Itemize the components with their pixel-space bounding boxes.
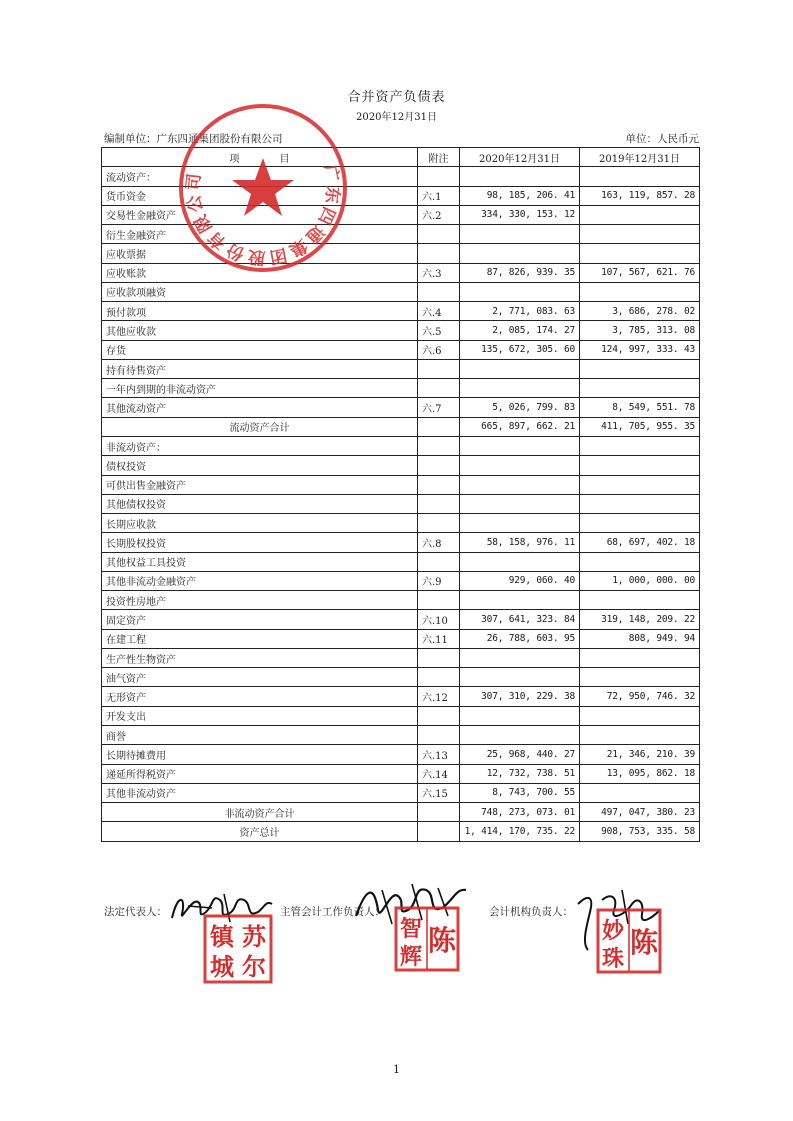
header-prior-period: 2019年12月31日 — [580, 148, 700, 167]
row-current-value — [460, 456, 580, 475]
row-label: 其他非流动金融资产 — [102, 571, 418, 590]
row-current-value — [460, 648, 580, 667]
row-prior-value: 411, 705, 955. 35 — [580, 417, 700, 436]
row-prior-value — [580, 514, 700, 533]
row-label: 一年内到期的非流动资产 — [102, 379, 418, 398]
row-label: 其他权益工具投资 — [102, 552, 418, 571]
row-prior-value — [580, 552, 700, 571]
row-label: 衍生金融资产 — [102, 225, 418, 244]
row-label: 长期待摊费用 — [102, 745, 418, 764]
row-label: 流动资产合计 — [102, 417, 418, 436]
row-label: 货币资金 — [102, 186, 418, 205]
row-note — [418, 225, 460, 244]
row-prior-value — [580, 167, 700, 186]
row-note — [418, 494, 460, 513]
row-current-value: 665, 897, 662. 21 — [460, 417, 580, 436]
table-row — [102, 398, 700, 417]
row-note: 六.7 — [418, 398, 460, 417]
row-current-value — [460, 591, 580, 610]
row-note: 六.4 — [418, 302, 460, 321]
table-row — [102, 610, 700, 629]
row-note: 六.14 — [418, 764, 460, 783]
row-prior-value: 13, 095, 862. 18 — [580, 764, 700, 783]
row-note — [418, 591, 460, 610]
row-label: 应收账款 — [102, 263, 418, 282]
row-label: 投资性房地产 — [102, 591, 418, 610]
table-row — [102, 552, 700, 571]
row-prior-value — [580, 436, 700, 455]
table-total-row — [102, 822, 700, 841]
row-label: 应收款项融资 — [102, 282, 418, 301]
row-prior-value: 3, 785, 313. 08 — [580, 321, 700, 340]
stamp2-char-1: 陈 — [427, 924, 457, 957]
row-prior-value: 3, 686, 278. 02 — [580, 302, 700, 321]
row-label: 其他非流动资产 — [102, 783, 418, 802]
row-current-value — [460, 436, 580, 455]
row-prior-value — [580, 706, 700, 725]
stamp1-char-1: 苏 — [242, 923, 266, 951]
row-current-value — [460, 494, 580, 513]
table-row — [102, 340, 700, 359]
stamp1-char-2: 镇 — [210, 923, 234, 951]
row-current-value — [460, 225, 580, 244]
row-note — [418, 379, 460, 398]
row-note: 六.8 — [418, 533, 460, 552]
table-section-row — [102, 436, 700, 455]
row-current-value: 1, 414, 170, 735. 22 — [460, 822, 580, 841]
row-label: 债权投资 — [102, 456, 418, 475]
row-current-value: 334, 330, 153. 12 — [460, 205, 580, 224]
row-current-value — [460, 725, 580, 744]
row-current-value — [460, 359, 580, 378]
row-prior-value: 21, 346, 210. 39 — [580, 745, 700, 764]
row-label: 生产性生物资产 — [102, 648, 418, 667]
row-note — [418, 167, 460, 186]
row-label: 应收票据 — [102, 244, 418, 263]
row-note — [418, 436, 460, 455]
seal-ring-text: 广东四通集团股份有限公司 — [183, 163, 343, 268]
table-row — [102, 494, 700, 513]
page-number: 1 — [393, 1063, 400, 1076]
row-current-value — [460, 379, 580, 398]
row-current-value: 2, 085, 174. 27 — [460, 321, 580, 340]
row-current-value — [460, 167, 580, 186]
table-row — [102, 783, 700, 802]
row-prior-value: 8, 549, 551. 78 — [580, 398, 700, 417]
row-note — [418, 417, 460, 436]
document-date: 2020年12月31日 — [356, 112, 437, 123]
legal-rep-label: 法定代表人： — [104, 906, 167, 918]
row-prior-value: 72, 950, 746. 32 — [580, 687, 700, 706]
row-label: 持有待售资产 — [102, 359, 418, 378]
table-row — [102, 571, 700, 590]
row-note — [418, 822, 460, 841]
row-note: 六.3 — [418, 263, 460, 282]
table-row — [102, 668, 700, 687]
row-prior-value: 68, 697, 402. 18 — [580, 533, 700, 552]
row-note — [418, 706, 460, 725]
table-row — [102, 687, 700, 706]
row-current-value: 748, 273, 073. 01 — [460, 803, 580, 822]
row-prior-value: 107, 567, 621. 76 — [580, 263, 700, 282]
row-prior-value: 1, 000, 000. 00 — [580, 571, 700, 590]
stamp2-char-3: 辉 — [399, 945, 423, 970]
row-prior-value — [580, 456, 700, 475]
row-note: 六.12 — [418, 687, 460, 706]
legal-rep-name-stamp — [203, 914, 273, 984]
row-note — [418, 456, 460, 475]
table-row — [102, 629, 700, 648]
row-prior-value — [580, 282, 700, 301]
row-note — [418, 282, 460, 301]
stamp1-char-4: 城 — [210, 953, 234, 981]
row-note — [418, 514, 460, 533]
row-note: 六.5 — [418, 321, 460, 340]
row-current-value: 98, 185, 206. 41 — [460, 186, 580, 205]
row-note — [418, 244, 460, 263]
row-label: 长期应收款 — [102, 514, 418, 533]
row-note: 六.15 — [418, 783, 460, 802]
row-label: 其他流动资产 — [102, 398, 418, 417]
row-current-value — [460, 475, 580, 494]
row-current-value: 929, 060. 40 — [460, 571, 580, 590]
stamp2-char-2: 智 — [399, 917, 423, 942]
row-current-value: 58, 158, 976. 11 — [460, 533, 580, 552]
row-current-value — [460, 514, 580, 533]
row-label: 油气资产 — [102, 668, 418, 687]
row-prior-value — [580, 475, 700, 494]
row-current-value: 307, 310, 229. 38 — [460, 687, 580, 706]
row-prior-value: 908, 753, 335. 58 — [580, 822, 700, 841]
row-label: 开发支出 — [102, 706, 418, 725]
row-prior-value — [580, 591, 700, 610]
chief-accountant-label: 主管会计工作负责人： — [280, 906, 385, 918]
row-note — [418, 648, 460, 667]
row-label: 非流动资产： — [102, 436, 418, 455]
row-label: 存货 — [102, 340, 418, 359]
row-current-value: 12, 732, 738. 51 — [460, 764, 580, 783]
row-label: 资产总计 — [102, 822, 418, 841]
row-note: 六.11 — [418, 629, 460, 648]
row-label: 在建工程 — [102, 629, 418, 648]
row-prior-value — [580, 244, 700, 263]
row-prior-value — [580, 494, 700, 513]
seal-star-icon — [232, 158, 294, 216]
row-prior-value: 124, 997, 333. 43 — [580, 340, 700, 359]
table-row — [102, 591, 700, 610]
accounting-head-name-stamp — [596, 908, 662, 974]
row-note — [418, 803, 460, 822]
row-prior-value — [580, 379, 700, 398]
row-note: 六.2 — [418, 205, 460, 224]
table-row — [102, 302, 700, 321]
header-current-period: 2020年12月31日 — [460, 148, 580, 167]
row-current-value: 135, 672, 305. 60 — [460, 340, 580, 359]
row-note: 六.1 — [418, 186, 460, 205]
row-label: 商誉 — [102, 725, 418, 744]
currency-unit: 单位：人民币元 — [625, 133, 699, 145]
row-prior-value — [580, 648, 700, 667]
row-note — [418, 475, 460, 494]
table-total-row — [102, 417, 700, 436]
row-label: 预付款项 — [102, 302, 418, 321]
table-row — [102, 706, 700, 725]
row-note: 六.13 — [418, 745, 460, 764]
table-row — [102, 475, 700, 494]
row-current-value — [460, 244, 580, 263]
stamp3-char-3: 珠 — [601, 947, 625, 972]
compiler-label: 编制单位： — [104, 133, 157, 145]
row-current-value: 2, 771, 083. 63 — [460, 302, 580, 321]
row-current-value — [460, 282, 580, 301]
table-row — [102, 456, 700, 475]
table-row — [102, 282, 700, 301]
row-note: 六.9 — [418, 571, 460, 590]
row-note — [418, 359, 460, 378]
row-label: 固定资产 — [102, 610, 418, 629]
stamp3-char-1: 陈 — [629, 926, 659, 959]
table-row — [102, 745, 700, 764]
row-label: 交易性金融资产 — [102, 205, 418, 224]
row-label: 长期股权投资 — [102, 533, 418, 552]
row-current-value: 307, 641, 323. 84 — [460, 610, 580, 629]
row-label: 其他债权投资 — [102, 494, 418, 513]
row-note — [418, 725, 460, 744]
row-prior-value: 808, 949. 94 — [580, 629, 700, 648]
header-note: 附注 — [418, 148, 460, 167]
table-total-row — [102, 803, 700, 822]
row-current-value — [460, 668, 580, 687]
row-label: 可供出售金融资产 — [102, 475, 418, 494]
table-row — [102, 764, 700, 783]
row-note — [418, 668, 460, 687]
table-row — [102, 379, 700, 398]
header-item: 项 目 — [102, 148, 418, 167]
row-label: 流动资产： — [102, 167, 418, 186]
compiler-name: 广东四通集团股份有限公司 — [156, 133, 283, 145]
chief-accountant-name-stamp — [394, 906, 460, 972]
company-seal — [175, 100, 351, 276]
row-current-value: 87, 826, 939. 35 — [460, 263, 580, 282]
table-row — [102, 648, 700, 667]
row-label: 递延所得税资产 — [102, 764, 418, 783]
row-note — [418, 552, 460, 571]
row-prior-value — [580, 668, 700, 687]
stamp1-char-3: 尔 — [242, 953, 266, 981]
row-label: 无形资产 — [102, 687, 418, 706]
row-current-value — [460, 552, 580, 571]
row-prior-value — [580, 359, 700, 378]
accounting-head-label: 会计机构负责人： — [489, 906, 573, 918]
row-prior-value — [580, 205, 700, 224]
row-current-value: 25, 968, 440. 27 — [460, 745, 580, 764]
row-prior-value — [580, 783, 700, 802]
row-note: 六.6 — [418, 340, 460, 359]
table-row — [102, 321, 700, 340]
stamp3-char-2: 妙 — [601, 919, 625, 944]
table-row — [102, 725, 700, 744]
row-label: 非流动资产合计 — [102, 803, 418, 822]
row-note: 六.10 — [418, 610, 460, 629]
row-prior-value: 319, 148, 209. 22 — [580, 610, 700, 629]
table-row — [102, 514, 700, 533]
row-current-value: 26, 788, 603. 95 — [460, 629, 580, 648]
row-prior-value — [580, 725, 700, 744]
row-prior-value — [580, 225, 700, 244]
row-label: 其他应收款 — [102, 321, 418, 340]
row-prior-value: 497, 047, 380. 23 — [580, 803, 700, 822]
row-current-value — [460, 706, 580, 725]
table-row — [102, 533, 700, 552]
row-current-value: 5, 026, 799. 83 — [460, 398, 580, 417]
document-title: 合并资产负债表 — [347, 90, 446, 105]
row-current-value: 8, 743, 700. 55 — [460, 783, 580, 802]
table-row — [102, 359, 700, 378]
row-prior-value: 163, 119, 857. 28 — [580, 186, 700, 205]
